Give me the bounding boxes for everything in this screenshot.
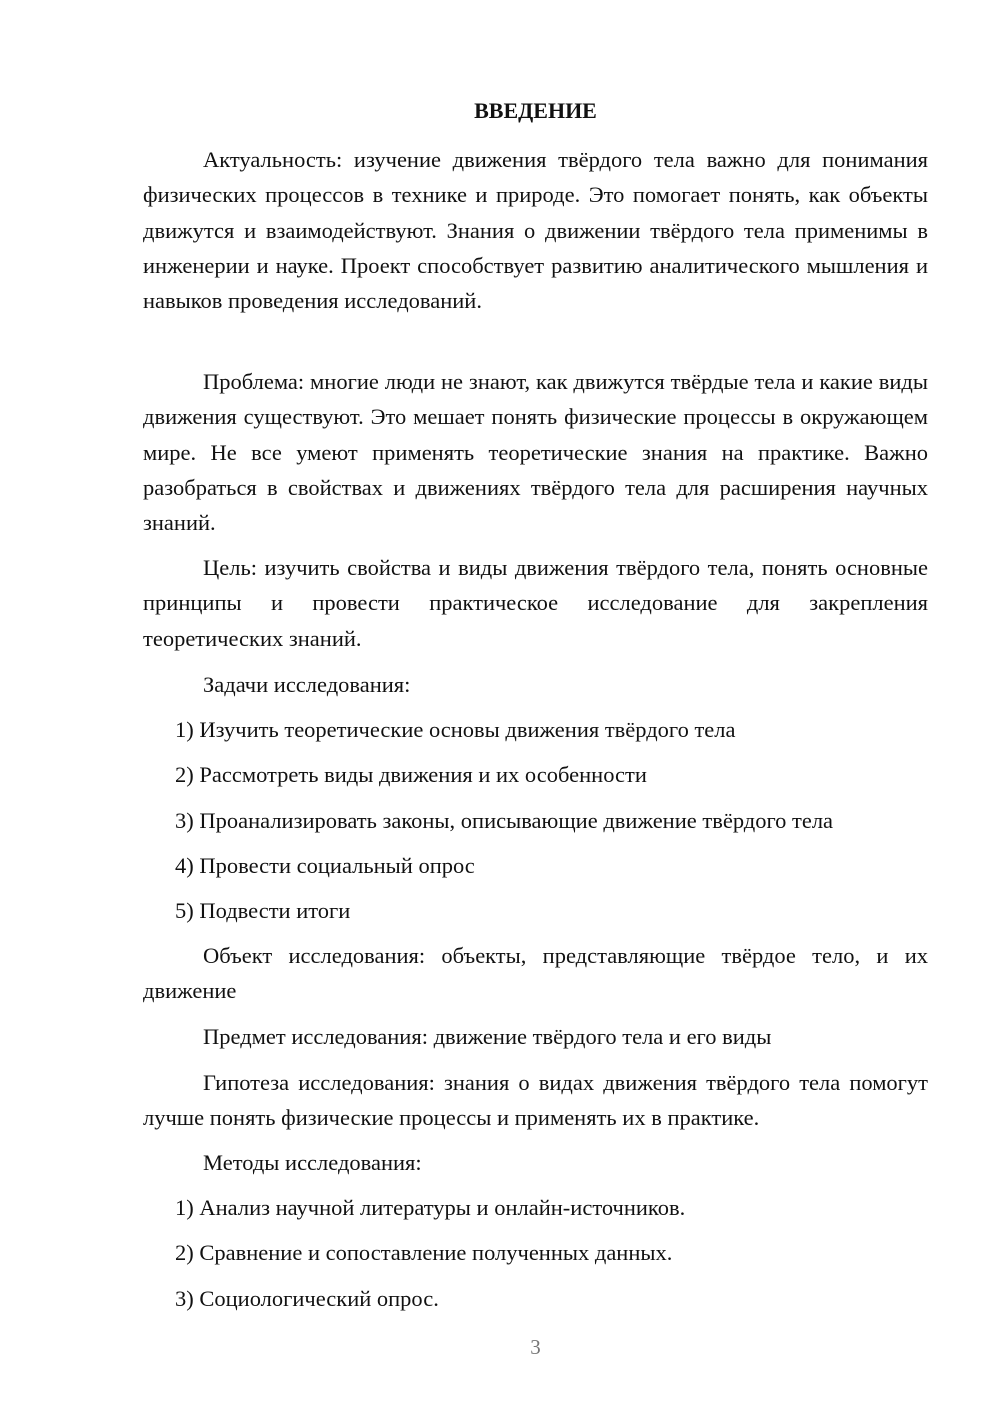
task-item-1: 1) Изучить теоретические основы движения твёрдого тела xyxy=(175,717,736,742)
problem-paragraph: Проблема: многие люди не знают, как движутся твёрдые тела и какие виды движения существуют. Это мешает понять физические процессы в окружающем мире. Не все умеют применять теоретические знания на практике. Важно разобраться в свойствах и движениях твёрдого тела для расширения научных знаний. xyxy=(143,369,928,536)
page-number: 3 xyxy=(530,1335,541,1359)
goal-paragraph: Цель: изучить свойства и виды движения твёрдого тела, понять основные принципы и провести практическое исследование для закрепления теоретических знаний. xyxy=(143,555,928,651)
task-item-3: 3) Проанализировать законы, описывающие движение твёрдого тела xyxy=(175,808,834,833)
method-item-2: 2) Сравнение и сопоставление полученных данных. xyxy=(175,1240,673,1265)
research-subject-paragraph: Предмет исследования: движение твёрдого тела и его виды xyxy=(203,1024,772,1049)
page-title: ВВЕДЕНИЕ xyxy=(474,98,597,123)
hypothesis-paragraph: Гипотеза исследования: знания о видах движения твёрдого тела помогут лучше понять физические процессы и применять их в практике. xyxy=(143,1070,928,1131)
tasks-heading: Задачи исследования: xyxy=(203,672,411,697)
task-item-4: 4) Провести социальный опрос xyxy=(175,853,475,878)
method-item-3: 3) Социологический опрос. xyxy=(175,1286,439,1311)
methods-heading: Методы исследования: xyxy=(203,1150,422,1175)
relevance-paragraph: Актуальность: изучение движения твёрдого тела важно для понимания физических процессов в технике и природе. Это помогает понять, как объекты движутся и взаимодействуют. Знания о движении твёрдого тела применимы в инженерии и науке. Проект способствует развитию аналитического мышления и навыков проведения исследований. xyxy=(143,147,928,314)
research-object-paragraph: Объект исследования: объекты, представляющие твёрдое тело, и их движение xyxy=(143,943,928,1004)
task-item-2: 2) Рассмотреть виды движения и их особенности xyxy=(175,762,647,787)
task-item-5: 5) Подвести итоги xyxy=(175,898,351,923)
method-item-1: 1) Анализ научной литературы и онлайн-источников. xyxy=(175,1195,686,1220)
